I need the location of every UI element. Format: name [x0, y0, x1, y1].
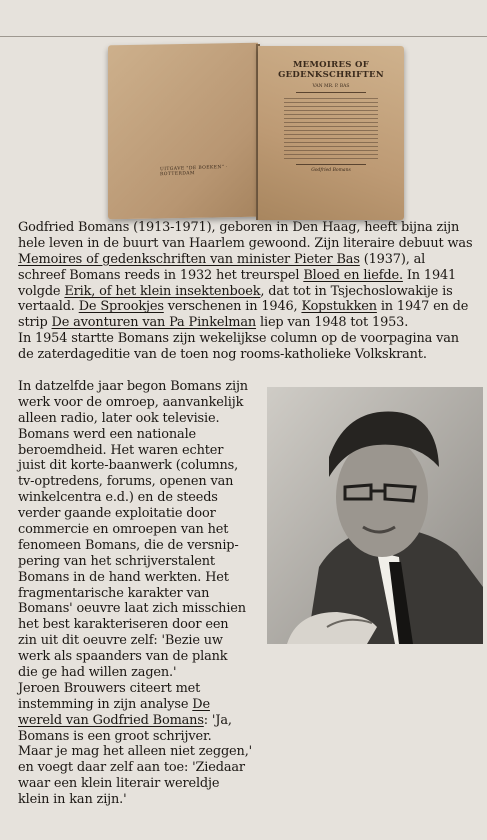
book-title-link: Kopstukken [301, 299, 377, 315]
text-fragment: die ge had willen zagen.' [18, 665, 177, 681]
book-title-link: De Sprookjes [78, 299, 164, 315]
text-fragment: Bomans in de hand werkten. Het [18, 569, 229, 585]
text-line [18, 522, 252, 538]
text-fragment: zin uit dit oeuvre zelf: 'Bezie uw [18, 633, 223, 649]
text-line [18, 729, 252, 745]
text-line [18, 379, 252, 395]
text-fragment: In 1941 [402, 267, 457, 283]
text-fragment: vertaald. [18, 299, 79, 315]
title-page-rule [296, 164, 366, 165]
book-title-line-1: MEMOIRES OF [292, 60, 370, 70]
text-line [18, 697, 252, 713]
text-fragment: werk als spaanders van de plank [18, 649, 228, 665]
text-line [18, 760, 252, 776]
text-fragment: klein in kan zijn.' [18, 792, 127, 808]
text-fragment: In datzelfde jaar begon Bomans zijn [18, 379, 248, 394]
text-line [18, 347, 472, 363]
text-line [18, 411, 252, 427]
book-title-link: wereld van Godfried Bomans [18, 712, 204, 728]
text-line [18, 586, 252, 602]
text-fragment: Bomans werd een nationale [18, 426, 197, 442]
text-fragment: winkelcentra e.d.) en de steeds [18, 490, 218, 506]
author-portrait [267, 387, 483, 644]
book-title-link: Bloed en liefde. [303, 267, 403, 283]
text-fragment: instemming in zijn analyse [18, 696, 193, 712]
text-fragment: fenomeen Bomans, die de versnip- [18, 537, 239, 553]
text-line [18, 458, 252, 474]
text-line [18, 490, 252, 506]
text-line [18, 252, 472, 268]
text-fragment: tv-optredens, forums, openen van [18, 474, 234, 490]
text-line [18, 268, 472, 284]
text-line [18, 474, 252, 490]
text-fragment: alleen radio, later ook televisie. [18, 410, 220, 426]
text-line [18, 299, 472, 315]
text-fragment: Godfried Bomans (1913-1971), geboren in Den Haag, heeft bijna zijn [18, 220, 460, 235]
text-line [18, 681, 252, 697]
book-title-link: De avonturen van Pa Pinkelman [51, 315, 257, 331]
publisher-imprint: UITGAVE "DE BOEKEN" · ROTTERDAM [160, 164, 228, 178]
text-fragment: juist dit korte-baanwerk (columns, [18, 458, 239, 474]
book-title-link: De [192, 696, 210, 712]
text-fragment: (1937), al [359, 251, 426, 267]
text-line [18, 601, 252, 617]
text-fragment: en voegt daar zelf aan toe: 'Ziedaar [18, 760, 245, 776]
text-fragment: schreef Bomans reeds in 1932 het treurspel [18, 267, 304, 283]
text-fragment: beroemdheid. Het waren echter [18, 442, 224, 458]
text-fragment: fragmentarische karakter van [18, 585, 210, 601]
text-line [18, 633, 252, 649]
text-fragment: werk voor de omroep, aanvankelijk [18, 394, 244, 410]
book-signature: Godfried Bomans [311, 168, 351, 173]
text-fragment: : 'Ja, [203, 712, 232, 728]
text-line [18, 744, 252, 760]
text-fragment: In 1954 startte Bomans zijn wekelijkse column op de voorpagina van [18, 331, 459, 347]
book-title [264, 60, 398, 80]
text-fragment: Bomans' oeuvre laat zich misschien [18, 601, 246, 617]
text-line [18, 331, 472, 347]
portrait-illustration [267, 387, 483, 644]
text-line [18, 395, 252, 411]
top-rule [0, 36, 487, 37]
text-line [18, 776, 252, 792]
text-fragment: in 1947 en de [376, 299, 469, 315]
book-title-link: Memoires of gedenkschriften van minister Pieter Bas [18, 251, 360, 267]
text-fragment: liep van 1948 tot 1953. [256, 315, 409, 331]
text-line [18, 713, 252, 729]
title-page-text-block [284, 98, 378, 160]
text-fragment: het best karakteriseren door een [18, 617, 229, 633]
text-line [18, 506, 252, 522]
text-fragment: volgde [18, 283, 65, 299]
text-fragment: verschenen in 1946, [163, 299, 302, 315]
text-line [18, 315, 472, 331]
text-line [18, 284, 472, 300]
text-line [18, 554, 252, 570]
text-line [18, 617, 252, 633]
text-fragment: waar een klein literair wereldje [18, 776, 220, 792]
title-page-rule [296, 92, 366, 93]
text-line [18, 236, 472, 252]
text-fragment: de zaterdageditie van de toen nog rooms-katholieke Volkskrant. [18, 347, 427, 363]
text-line [18, 649, 252, 665]
text-line [18, 443, 252, 459]
text-fragment: Jeroen Brouwers citeert met [18, 680, 201, 696]
column-paragraph [18, 379, 252, 808]
text-line [18, 220, 472, 236]
text-fragment: , dat tot in Tsjechoslowakije is [260, 283, 453, 299]
book-photo [104, 40, 406, 226]
text-line [18, 570, 252, 586]
text-fragment: Maar je mag het alleen niet zeggen,' [18, 744, 253, 760]
text-fragment: Bomans is een groot schrijver. [18, 728, 212, 744]
book-author-line: VAN MR. P. BAS [312, 84, 350, 89]
book-left-page [108, 43, 258, 220]
text-fragment: commercie en omroepen van het [18, 522, 229, 538]
text-fragment: strip [18, 315, 52, 331]
text-line [18, 427, 252, 443]
text-line [18, 792, 252, 808]
text-line [18, 538, 252, 554]
book-title-page [258, 46, 404, 220]
intro-paragraph [18, 220, 472, 363]
book-title-line-2: GEDENKSCHRIFTEN [278, 70, 384, 80]
text-fragment: verder gaande exploitatie door [18, 506, 216, 522]
text-fragment: hele leven in de buurt van Haarlem gewoond. Zijn literaire debuut was [18, 235, 473, 251]
book-title-link: Erik, of het klein insektenboek [64, 283, 261, 299]
text-line [18, 665, 252, 681]
text-fragment: pering van het schrijverstalent [18, 553, 215, 569]
